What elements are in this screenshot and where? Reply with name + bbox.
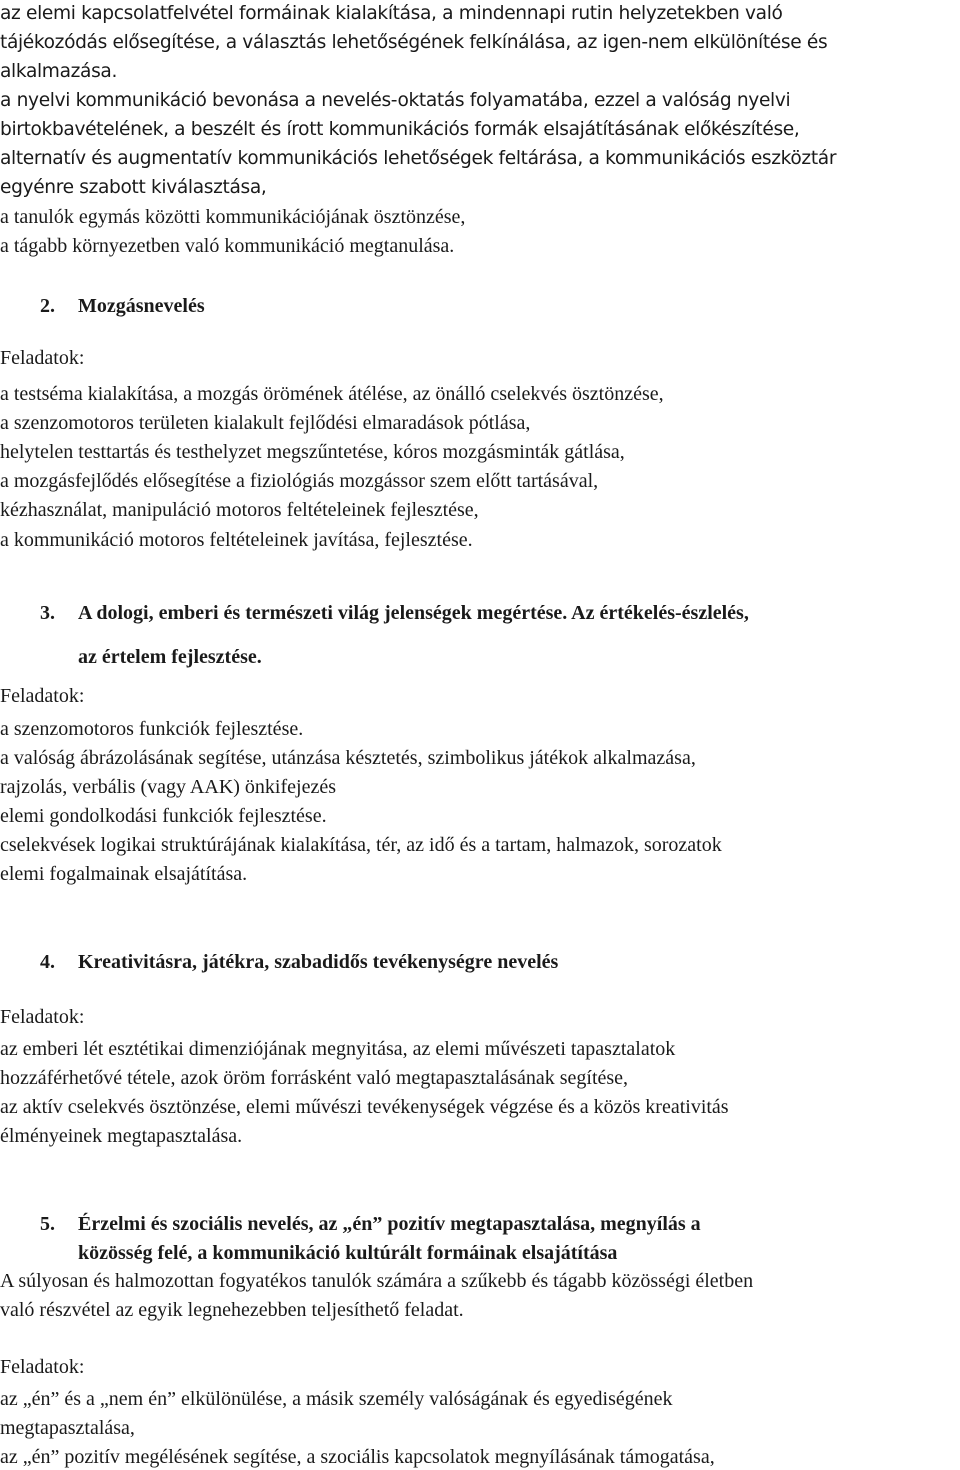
list-item: az aktív cselekvés ösztönzése, elemi művészi tevékenységek végzése és a közös kreativitás (0, 1096, 729, 1118)
intro-line: alkalmazása. (0, 61, 118, 82)
section-number: 3. (40, 602, 55, 624)
section-heading: Mozgásnevelés (78, 295, 205, 317)
list-item: az emberi lét esztétikai dimenziójának megnyitása, az elemi művészeti tapasztalatok (0, 1038, 676, 1060)
intro-line: a tanulók egymás közötti kommunikációjának ösztönzése, (0, 206, 466, 228)
paragraph-line: való részvétel az egyik legnehezebben teljesíthető feladat. (0, 1299, 464, 1321)
list-item: a szenzomotoros területen kialakult fejlődési elmaradások pótlása, (0, 412, 531, 434)
list-item: elemi fogalmainak elsajátítása. (0, 863, 248, 885)
section-heading: Érzelmi és szociális nevelés, az „én” pozitív megtapasztalása, megnyílás a (78, 1213, 701, 1235)
list-item: a valóság ábrázolásának segítése, utánzása késztetés, szimbolikus játékok alkalmazása, (0, 747, 696, 769)
tasks-label: Feladatok: (0, 347, 85, 369)
section-number: 5. (40, 1213, 55, 1235)
intro-line: az elemi kapcsolatfelvétel formáinak kialakítása, a mindennapi rutin helyzetekben való (0, 3, 783, 24)
section-heading: A dologi, emberi és természeti világ jelenségek megértése. Az értékelés-észlelés, (78, 602, 749, 624)
list-item: a testséma kialakítása, a mozgás örömének átélése, az önálló cselekvés ösztönzése, (0, 383, 664, 405)
list-item: hozzáférhetővé tétele, azok öröm forrásként való megtapasztalásának segítése, (0, 1067, 629, 1089)
intro-line: egyénre szabott kiválasztása, (0, 177, 267, 198)
list-item: helytelen testtartás és testhelyzet megszűntetése, kóros mozgásminták gátlása, (0, 441, 625, 463)
list-item: megtapasztalása, (0, 1417, 135, 1439)
intro-line: birtokbavételének, a beszélt és írott kommunikációs formák elsajátításának előkészítése, (0, 119, 800, 140)
list-item: az „én” és a „nem én” elkülönülése, a másik személy valóságának és egyediségének (0, 1388, 673, 1410)
list-item: kézhasználat, manipuláció motoros feltételeinek fejlesztése, (0, 499, 479, 521)
intro-line: tájékozódás elősegítése, a választás lehetőségének felkínálása, az igen-nem elkülönítése és (0, 32, 828, 53)
list-item: cselekvések logikai struktúrájának kialakítása, tér, az idő és a tartam, halmazok, sorozatok (0, 834, 722, 856)
intro-line: a tágabb környezetben való kommunikáció megtanulása. (0, 235, 455, 257)
list-item: a szenzomotoros funkciók fejlesztése. (0, 718, 304, 740)
list-item: élményeinek megtapasztalása. (0, 1125, 243, 1147)
section-heading: közösség felé, a kommunikáció kultúrált formáinak elsajátítása (78, 1242, 618, 1264)
section-number: 4. (40, 951, 55, 973)
tasks-label: Feladatok: (0, 1006, 85, 1028)
list-item: rajzolás, verbális (vagy AAK) önkifejezés (0, 776, 336, 798)
list-item: az „én” pozitív megélésének segítése, a szociális kapcsolatok megnyílásának támogatása, (0, 1446, 715, 1468)
intro-line: alternatív és augmentatív kommunikációs lehetőségek feltárása, a kommunikációs eszköztár (0, 148, 837, 169)
tasks-label: Feladatok: (0, 1356, 85, 1378)
section-heading: az értelem fejlesztése. (78, 646, 262, 668)
section-number: 2. (40, 295, 55, 317)
section-heading: Kreativitásra, játékra, szabadidős tevékenységre nevelés (78, 951, 559, 973)
paragraph-line: A súlyosan és halmozottan fogyatékos tanulók számára a szűkebb és tágabb közösségi életben (0, 1270, 754, 1292)
list-item: a mozgásfejlődés elősegítése a fiziológiás mozgássor szem előtt tartásával, (0, 470, 599, 492)
tasks-label: Feladatok: (0, 685, 85, 707)
list-item: elemi gondolkodási funkciók fejlesztése. (0, 805, 327, 827)
list-item: a kommunikáció motoros feltételeinek javítása, fejlesztése. (0, 529, 473, 551)
intro-line: a nyelvi kommunikáció bevonása a nevelés-oktatás folyamatába, ezzel a valóság nyelvi (0, 90, 791, 111)
